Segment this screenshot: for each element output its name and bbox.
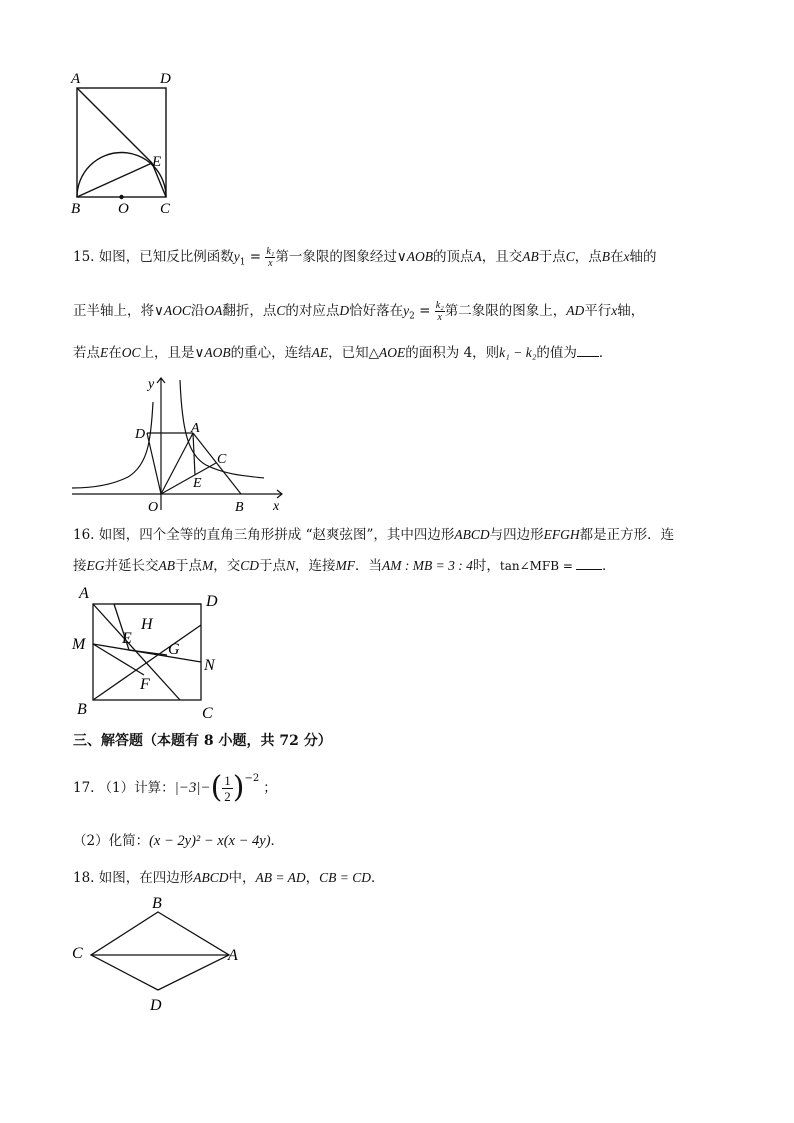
q18-text: [73, 869, 385, 887]
var-x: x: [623, 249, 630, 264]
quad-efgh: EFGH: [543, 527, 580, 542]
q15-text: 的重心，连结: [230, 345, 312, 361]
q18-text-part: ．: [371, 870, 385, 886]
q15-text: 的面积为 4，则: [405, 345, 500, 361]
q18-text-part: 中，: [228, 870, 256, 886]
q18-number: 18.: [73, 870, 95, 886]
q15-text: ，且交: [481, 249, 523, 265]
segment-mf: MF: [335, 558, 356, 573]
segment-eg: EG: [86, 558, 105, 573]
segment-oa: OA: [204, 303, 223, 318]
quad-abcd: ABCD: [193, 870, 229, 885]
q16-text: 与四边形: [489, 527, 544, 543]
q16-text: ，连接: [295, 558, 336, 574]
square-abcd: [77, 88, 166, 197]
q15-text: 上，且是: [140, 345, 195, 361]
q16-text: 接: [73, 558, 87, 574]
q16-text: 时，: [472, 558, 500, 574]
q16-text: 于点: [259, 558, 287, 574]
label-b: B: [71, 201, 81, 217]
point-a: A: [473, 249, 482, 264]
var-y2: y: [403, 303, 410, 318]
exponent: −2: [244, 773, 260, 784]
label-y: y: [148, 377, 155, 392]
q15-text: 恰好落在: [349, 303, 404, 319]
q16-text: 如图，四个全等的直角三角形拼成 “赵爽弦图”，其中四边形: [98, 527, 455, 543]
section-3-heading: 三、解答题（本题有 8 小题，共 72 分）: [73, 733, 332, 749]
figure-q14: [66, 66, 182, 218]
segment-ae: [77, 88, 152, 163]
eq-cb-cd: CB = CD: [319, 870, 372, 885]
label-a: A: [71, 71, 81, 87]
segment-cd: CD: [240, 558, 260, 573]
q15-text: 若点: [73, 345, 100, 361]
q15-text: ，点: [574, 249, 602, 265]
label-e: E: [122, 630, 132, 647]
q15-line1: [73, 246, 656, 272]
q16-text: ．当: [355, 558, 383, 574]
q15-text: 翻折，点: [222, 303, 277, 319]
segment-oc: OC: [121, 345, 141, 360]
label-b: B: [235, 500, 244, 515]
point-n: N: [286, 558, 296, 573]
point-d: D: [339, 303, 350, 318]
q17-part1: [73, 770, 277, 806]
segment-ab: AB: [522, 249, 539, 264]
q17-part1-label: （1）计算：: [98, 780, 175, 796]
segment-ab: AB: [158, 558, 175, 573]
point-e: E: [100, 345, 109, 360]
q15-text: 沿: [190, 303, 205, 319]
curve-y2: [72, 402, 153, 488]
label-b: B: [77, 701, 87, 718]
label-c: C: [202, 705, 213, 722]
eq-sign: =: [414, 303, 435, 319]
kite-abcd: [91, 912, 229, 990]
label-b: B: [152, 895, 162, 912]
sub-1: 1: [239, 257, 246, 268]
label-a: A: [79, 585, 89, 602]
point-c: C: [565, 249, 575, 264]
fraction-k1-x: $\frac{\text{k₁}}{x}$: [266, 246, 275, 269]
right-paren: ): [232, 770, 245, 805]
q17-number: 17.: [73, 780, 95, 796]
q15-text: 的顶点: [432, 249, 474, 265]
fraction-k2-x: $\frac{\text{k₂}}{x}$: [435, 300, 444, 323]
segment-ad: AD: [566, 303, 585, 318]
point-c: C: [276, 303, 286, 318]
triangle-aob: ∨AOB: [194, 345, 231, 360]
answer-blank[interactable]: [577, 356, 599, 357]
triangle-aoc: ∨AOC: [154, 303, 191, 318]
q15-text: ，已知△: [328, 345, 380, 361]
q17-part2-label: （2）化简：: [73, 833, 150, 849]
q16-number: 16.: [73, 527, 95, 543]
label-x: x: [273, 499, 280, 514]
q16-text: ．: [601, 558, 616, 574]
var-x: x: [611, 303, 618, 318]
expr-k1-minus-k2: k₁ − k₂: [499, 345, 537, 360]
q15-text: 在: [108, 345, 122, 361]
triangle-aob: ∨AOB: [396, 249, 433, 264]
q16-text: 并延长交: [104, 558, 159, 574]
fraction-half: 1 2: [224, 772, 231, 804]
triangle-aoe: AOE: [379, 345, 406, 360]
q16-text: 于点: [175, 558, 202, 574]
label-a: A: [191, 421, 200, 436]
q15-text: 正半轴上，将: [73, 303, 154, 319]
q16-line2: [73, 557, 615, 575]
segment-od: [147, 433, 161, 494]
label-g: G: [168, 641, 180, 658]
var-y1: y: [233, 249, 240, 264]
q17-text: ．: [270, 833, 285, 849]
label-d: D: [160, 71, 171, 87]
q15-line2: [73, 300, 644, 326]
q15-text: 的对应点: [285, 303, 340, 319]
sub-2: 2: [409, 311, 415, 322]
q15-text: 在: [609, 249, 624, 265]
q15-number: 15.: [73, 249, 95, 265]
q18-text-part: ，: [305, 870, 320, 886]
q16-line1: [73, 526, 674, 544]
q17-part2: [73, 832, 284, 850]
ratio-am-mb: AM : MB = 3 : 4: [382, 558, 473, 573]
label-d: D: [135, 427, 146, 442]
abs-expression: |−3|−: [174, 780, 211, 796]
segment-ae: AE: [311, 345, 329, 360]
label-c: C: [217, 452, 227, 467]
quad-abcd: ABCD: [454, 527, 490, 542]
q15-text: 于点: [538, 249, 566, 265]
label-h: H: [141, 616, 153, 633]
q15-line3: 若点E在OC上，且是∨AOB的重心，连结AE，已知△AOE的面积为 4，则k₁ − k₂的值为 ．: [73, 345, 613, 361]
q15-text: 第二象限的图象上，: [444, 303, 567, 319]
q15-text: 轴的: [629, 249, 657, 265]
expression-simplify: (x − 2y)² − x(x − 4y): [149, 833, 271, 849]
eq-ab-ad: AB = AD: [255, 870, 306, 885]
label-a: A: [228, 947, 238, 964]
figure-q16: [66, 582, 232, 722]
label-d: D: [206, 593, 218, 610]
q15-text: 轴，: [617, 303, 645, 319]
eq-sign: =: [245, 249, 266, 265]
q16-text: ，交: [213, 558, 241, 574]
tan-mfb: tan∠MFB =: [499, 559, 573, 573]
label-e: E: [152, 154, 162, 170]
label-m: M: [72, 636, 86, 653]
label-n: N: [204, 657, 215, 674]
label-d: D: [150, 997, 162, 1014]
label-c: C: [72, 945, 83, 962]
center-o-dot: [119, 195, 123, 199]
figure-q18: [66, 892, 252, 1016]
q18-text-part: 如图，在四边形: [98, 870, 194, 886]
answer-blank[interactable]: [576, 569, 602, 570]
q17-text: ；: [263, 780, 277, 796]
q16-text: 都是正方形．连: [579, 527, 675, 543]
label-o: O: [118, 201, 129, 217]
left-paren: (: [210, 770, 223, 805]
label-o: O: [148, 500, 159, 515]
q15-text: 第一象限的图象经过: [275, 249, 397, 265]
point-m: M: [202, 558, 214, 573]
figure-q15: [66, 370, 292, 516]
q15-text: 如图，已知反比例函数: [98, 249, 234, 265]
label-c: C: [160, 201, 171, 217]
label-e: E: [193, 476, 202, 491]
q15-text: 的值为: [536, 345, 577, 361]
q15-text: 平行: [584, 303, 612, 319]
point-b: B: [601, 249, 610, 264]
label-f: F: [140, 676, 150, 693]
